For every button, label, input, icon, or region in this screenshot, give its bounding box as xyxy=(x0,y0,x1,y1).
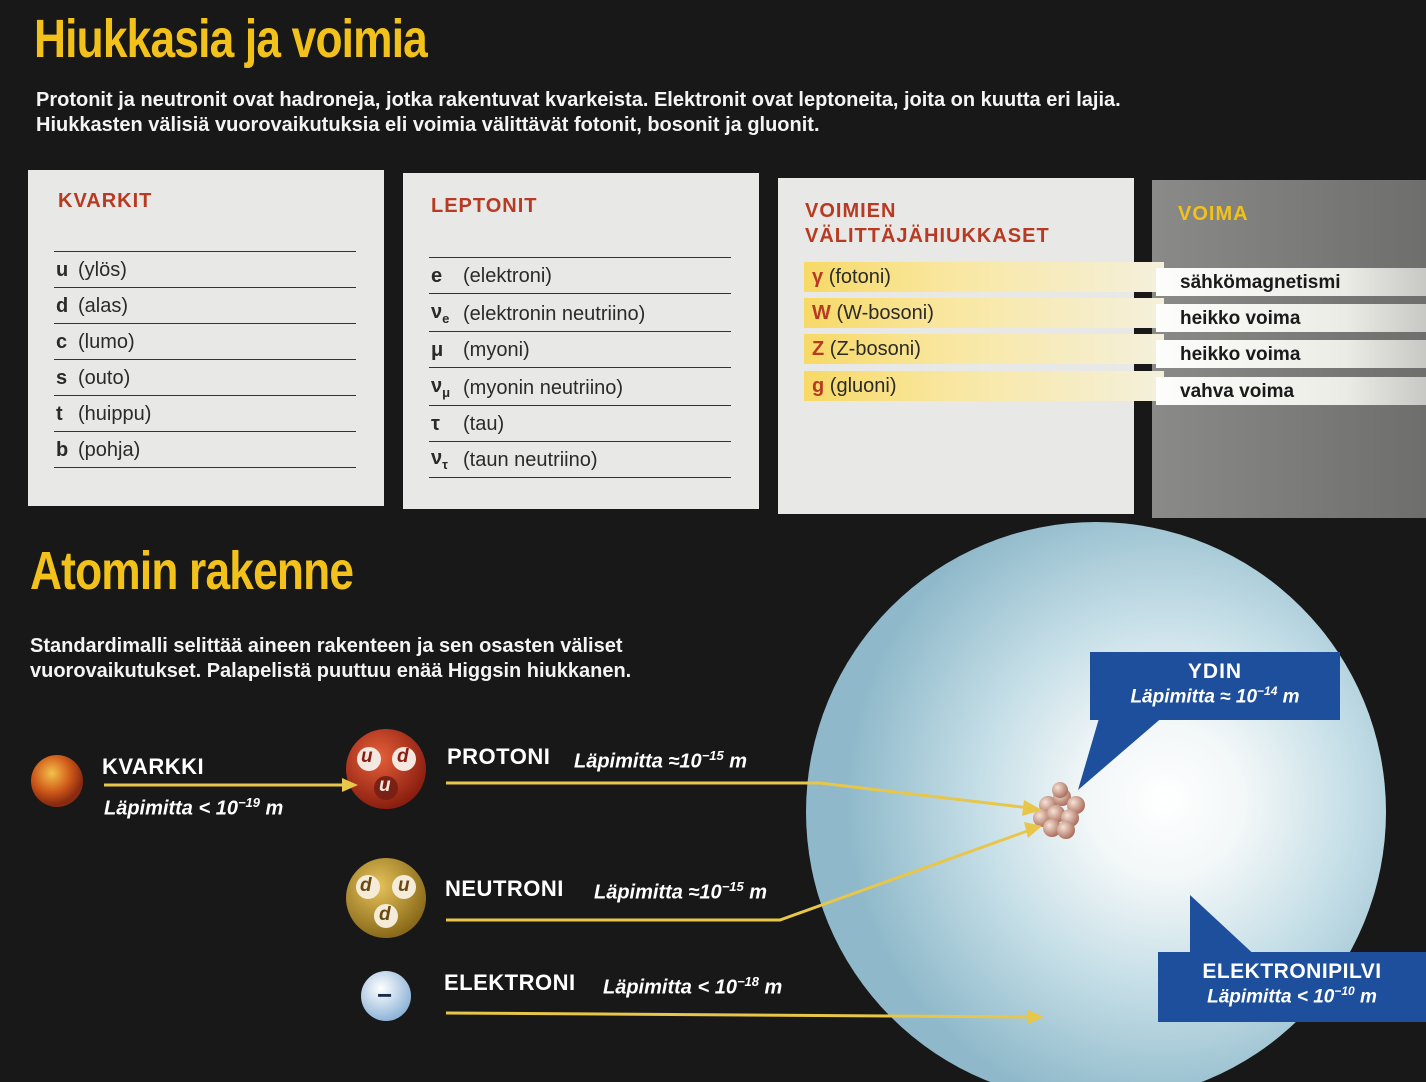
carriers-header-line: VOIMIEN xyxy=(805,200,897,222)
quarks-header: KVARKIT xyxy=(58,190,153,212)
intro-line: Protonit ja neutronit ovat hadroneja, jotka rakentuvat kvarkeista. Elektronit ovat leptoneita, joita on kuutta eri lajia. xyxy=(36,89,1121,111)
lepton-name: (tau) xyxy=(463,413,505,435)
diam-unit: m xyxy=(260,797,284,820)
carriers-header-line: VÄLITTÄJÄHIUKKASET xyxy=(805,225,1050,247)
diam-text: Läpimitta ≈ 10 xyxy=(1130,686,1258,708)
lepton-symbol-sub: e xyxy=(442,311,450,326)
section-title-particles: Hiukkasia ja voimia xyxy=(34,9,427,69)
elektronipilvi-label: ELEKTRONIPILVI xyxy=(1202,960,1382,983)
quark-symbol: b xyxy=(56,439,69,461)
diam-text: Läpimitta < 10 xyxy=(603,976,737,999)
diam-unit: m xyxy=(1354,986,1377,1008)
lepton-name: (taun neutriino) xyxy=(463,449,598,471)
quark-name: (lumo) xyxy=(78,331,135,353)
neutron-quark-1: d xyxy=(360,875,372,896)
lepton-name: (elektronin neutriino) xyxy=(463,303,646,325)
lepton-symbol-sub: μ xyxy=(442,385,451,400)
intro-line: vuorovaikutukset. Palapelistä puuttuu enää Higgsin hiukkanen. xyxy=(30,660,632,682)
lepton-symbol-base: ν xyxy=(431,301,443,323)
lepton-name: (myoni) xyxy=(463,339,530,361)
electron-sign: − xyxy=(377,980,393,1010)
quark-symbol: u xyxy=(56,259,69,281)
lepton-symbol: μ xyxy=(431,339,444,361)
quark-symbol: s xyxy=(56,367,68,389)
diam-text: Läpimitta < 10 xyxy=(1207,986,1335,1008)
quark-symbol: t xyxy=(56,403,63,425)
force-name: heikko voima xyxy=(1180,344,1301,365)
diam-text: Läpimitta < 10 xyxy=(104,797,238,820)
diam-text: Läpimitta ≈10 xyxy=(594,881,722,904)
elektronipilvi-callout xyxy=(1158,952,1426,1022)
lepton-symbol-base: ν xyxy=(431,447,443,469)
carrier-name: (fotoni) xyxy=(828,266,891,288)
quark-name: (pohja) xyxy=(78,439,141,461)
carrier-name: (Z-bosoni) xyxy=(829,338,921,360)
quark-ball xyxy=(31,755,83,807)
force-header: VOIMA xyxy=(1178,203,1249,225)
intro-line: Standardimalli selittää aineen rakenteen ja sen osasten väliset xyxy=(30,635,623,657)
protoni-label: PROTONI xyxy=(447,744,551,769)
quark-name: (ylös) xyxy=(78,259,127,281)
elektronipilvi-diameter xyxy=(1158,984,1426,1008)
section-title-atom: Atomin rakenne xyxy=(30,541,354,601)
carrier-symbol: γ xyxy=(812,266,824,288)
elektroni-diameter xyxy=(603,974,782,1000)
quark-name: (outo) xyxy=(78,367,131,389)
intro-line: Hiukkasten välisiä vuorovaikutuksia eli voimia välittävät fotonit, bosonit ja gluonit. xyxy=(36,114,820,136)
carrier-symbol: g xyxy=(812,375,825,397)
carrier-symbol: Z xyxy=(812,338,825,360)
neutron-quark-3: d xyxy=(379,904,391,925)
lepton-symbol-sub: τ xyxy=(442,457,448,472)
protoni-diameter xyxy=(574,748,747,774)
diam-exponent: −18 xyxy=(736,974,759,989)
diam-exponent: −14 xyxy=(1257,684,1278,698)
carrier-name: (W-bosoni) xyxy=(836,302,934,324)
carrier-symbol: W xyxy=(812,302,831,324)
proton-ball xyxy=(346,729,426,809)
diam-exponent: −10 xyxy=(1334,984,1355,998)
lepton-symbol-base: ν xyxy=(431,375,443,397)
carrier-name: (gluoni) xyxy=(829,375,897,397)
force-name: heikko voima xyxy=(1180,308,1301,329)
neutroni-diameter xyxy=(594,879,767,905)
neutroni-label: NEUTRONI xyxy=(445,876,564,901)
lepton-symbol: e xyxy=(431,265,443,287)
force-name: vahva voima xyxy=(1180,381,1295,402)
proton-quark-1: u xyxy=(361,746,373,767)
lepton-symbol: τ xyxy=(431,413,440,435)
diam-exponent: −15 xyxy=(721,879,744,894)
proton-quark-3: u xyxy=(379,775,391,796)
leptons-header: LEPTONIT xyxy=(431,195,538,217)
diam-unit: m xyxy=(759,976,783,999)
lepton-name: (myonin neutriino) xyxy=(463,377,624,399)
ydin-diameter xyxy=(1090,684,1340,708)
diam-text: Läpimitta ≈10 xyxy=(574,750,702,773)
ydin-callout xyxy=(1090,652,1340,720)
neutron-quark-2: u xyxy=(398,875,410,896)
diam-exponent: −19 xyxy=(237,795,260,810)
quark-symbol: c xyxy=(56,331,68,353)
neutron-ball xyxy=(346,858,426,938)
diam-unit: m xyxy=(1277,686,1300,708)
kvarkki-diameter xyxy=(104,795,283,821)
elektroni-label: ELEKTRONI xyxy=(444,970,576,995)
ydin-label: YDIN xyxy=(1187,660,1243,683)
kvarkki-label: KVARKKI xyxy=(102,754,205,779)
diam-unit: m xyxy=(743,881,768,904)
proton-quark-2: d xyxy=(397,746,409,767)
quark-name: (huippu) xyxy=(78,403,152,425)
lepton-name: (elektroni) xyxy=(463,265,552,287)
quark-symbol: d xyxy=(56,295,69,317)
diam-exponent: −15 xyxy=(701,748,724,763)
diam-unit: m xyxy=(723,750,748,773)
force-name: sähkömagnetismi xyxy=(1180,272,1341,293)
quark-name: (alas) xyxy=(78,295,129,317)
